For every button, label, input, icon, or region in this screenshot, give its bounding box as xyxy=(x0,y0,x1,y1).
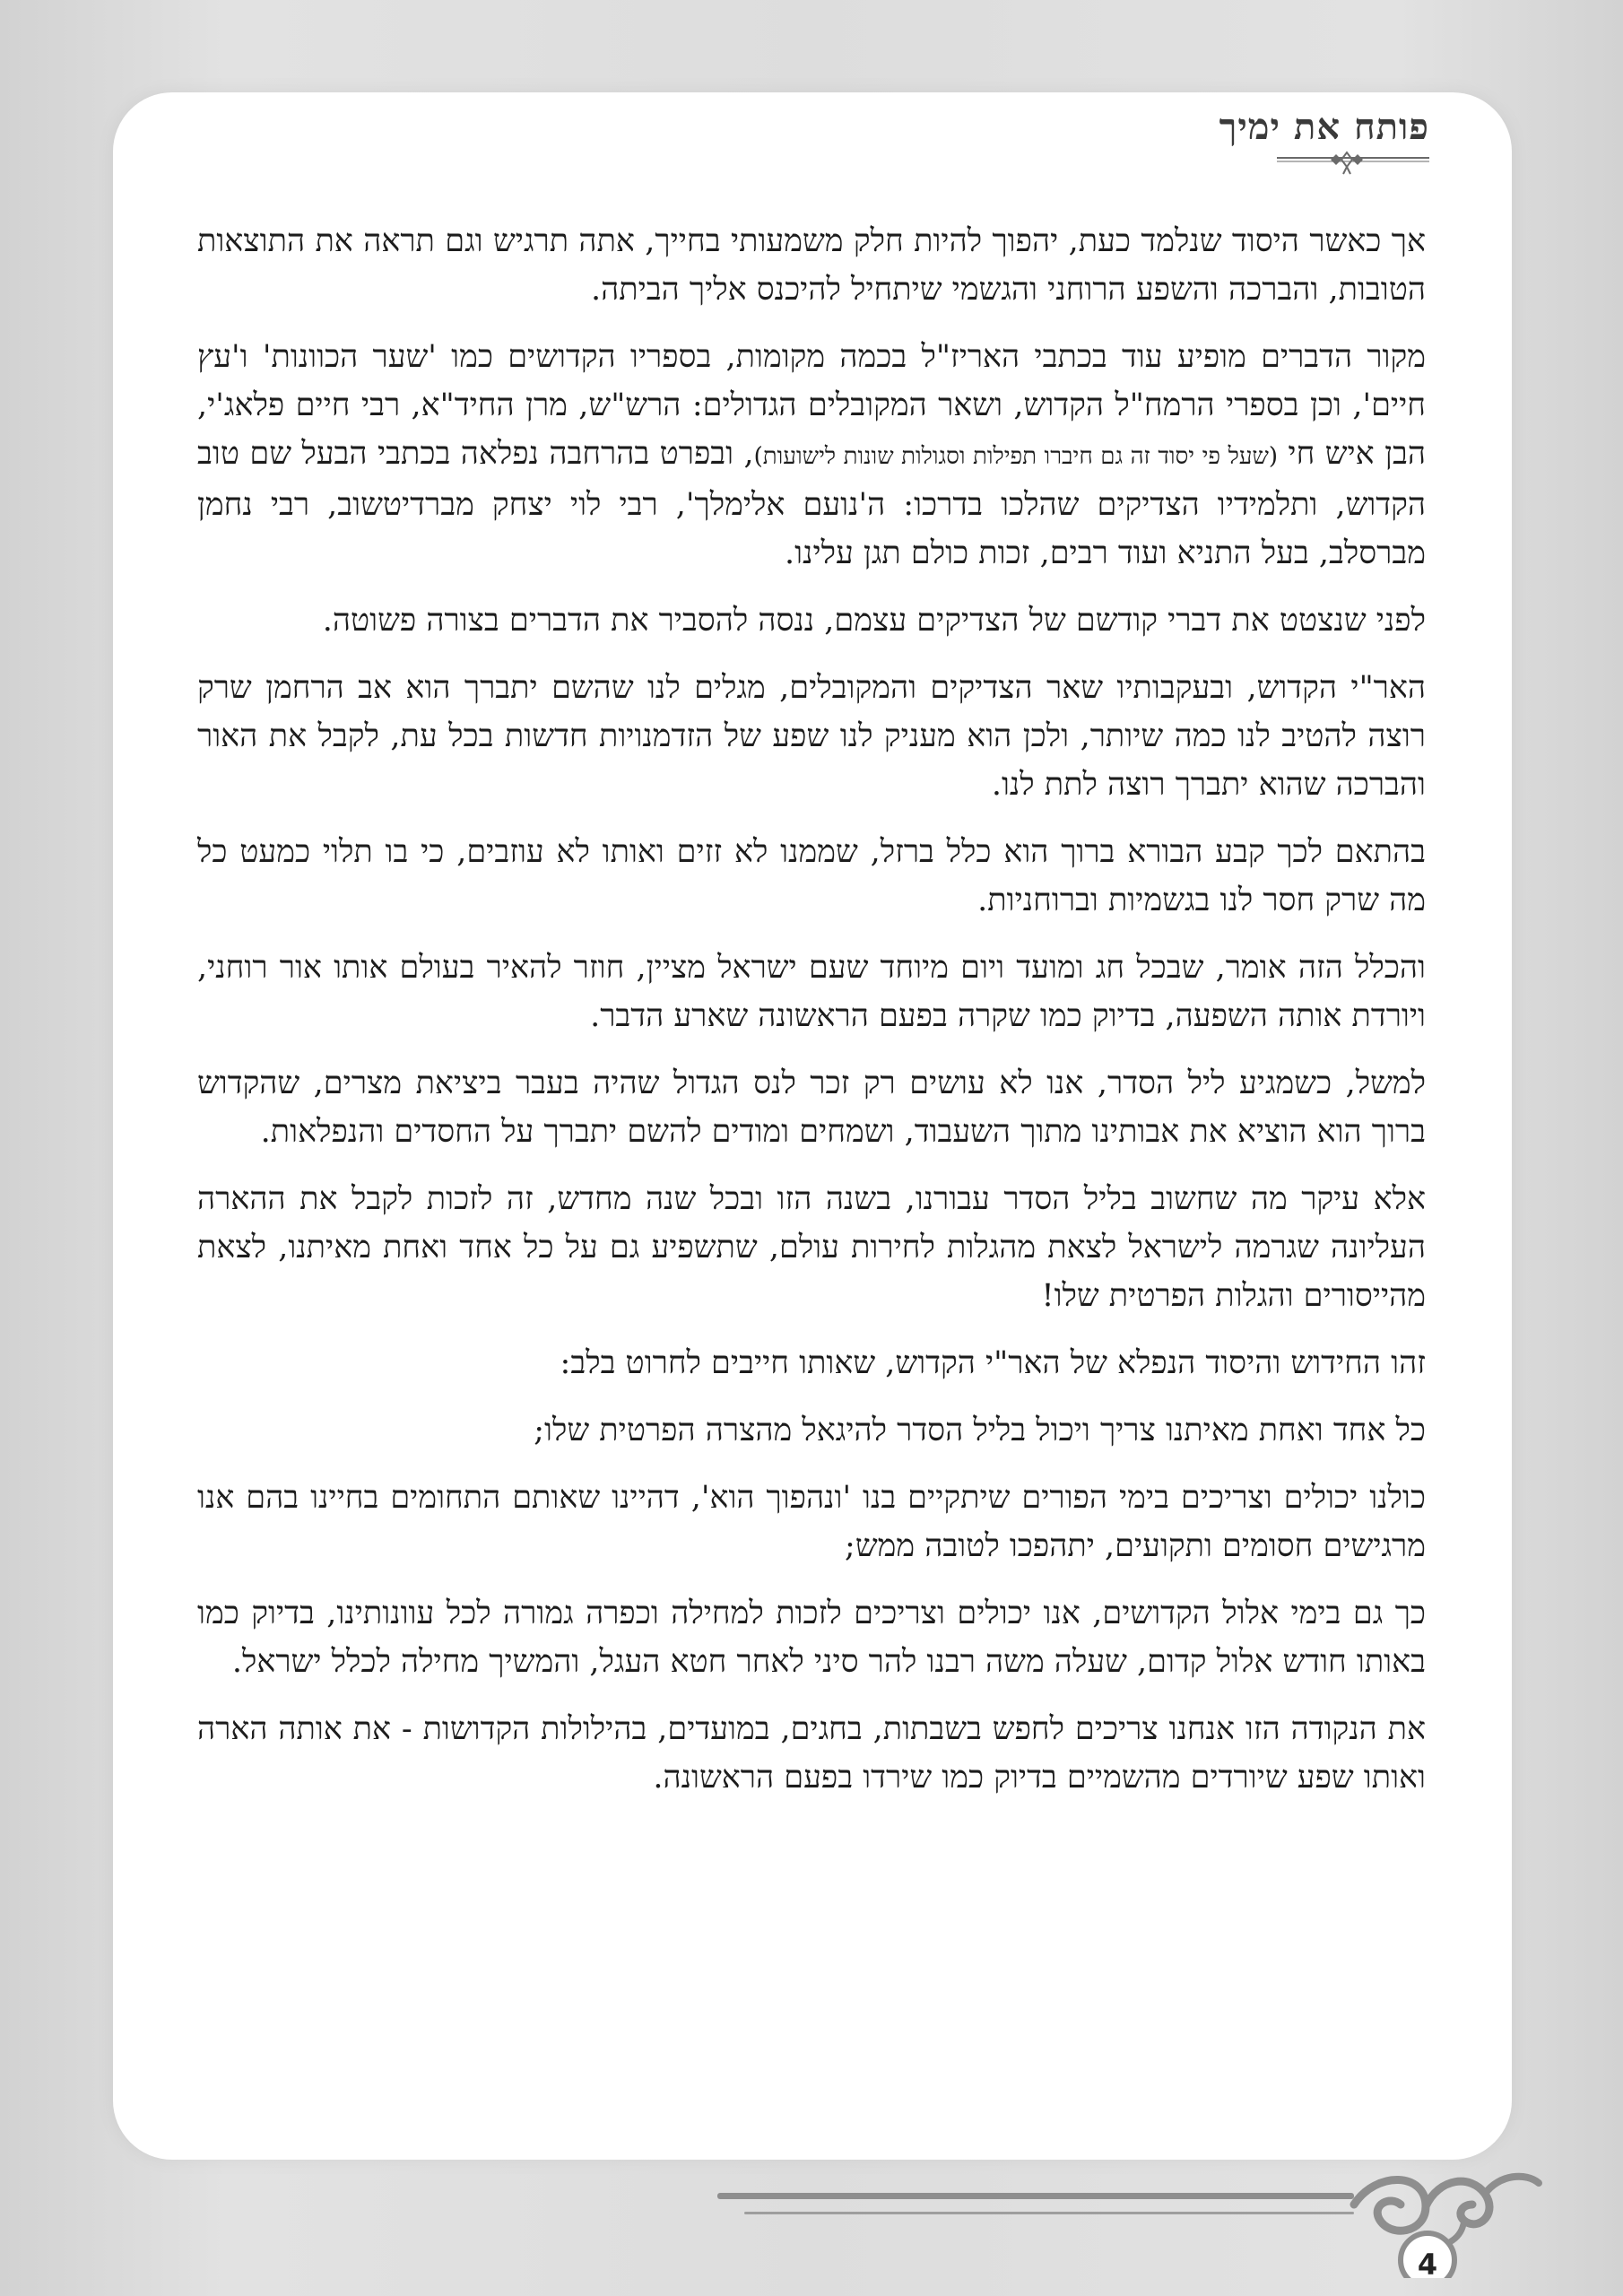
header-underline-ornament xyxy=(1277,151,1429,178)
page-number: 4 xyxy=(1417,2248,1438,2282)
paragraph-text: מקור הדברים מופיע עוד בכתבי האריז"ל בכמה מקומות, בספריו הקדושים כמו 'שער הכוונות' ו'עץ חיים', וכן בספרי הרמח"ל הקדוש, ושאר המקובלים הגדולים: הרש"ש, מרן החיד"א, רבי חיים פלאג'י, הבן איש חי xyxy=(197,339,1426,472)
paragraph-text: , ובפרט בהרחבה נפלאה בכתבי הבעל שם טוב הקדוש, ותלמידיו הצדיקים שהלכו בדרכו: ה'נועם אלימלך', רבי לוי יצחק מברדיטשוב, רבי נחמן מברסלב, בעל התניא ועוד רבים, זכות כולם תגן עלינו. xyxy=(197,436,1426,571)
paragraph: אלא עיקר מה שחשוב בליל הסדר עבורנו, בשנה הזו ובכל שנה מחדש, זה לזכות לקבל את ההארה העליונה שגרמה לישראל לצאת מהגלות לחירות עולם, שתשפיע גם על כל אחד ואחת מאיתנו, לצאת מהייסורים והגלות הפרטית שלו! xyxy=(197,1181,1426,1314)
parenthetical-note: (שעל פי יסוד זה גם חיברו תפילות וסגולות שונות לישועות) xyxy=(753,443,1279,470)
paragraph: בהתאם לכך קבע הבורא ברוך הוא כלל ברזל, שממנו לא זזים ואותו לא עוזבים, כי בו תלוי כמעט כל מה שרק חסר לנו בגשמיות וברוחניות. xyxy=(197,834,1426,918)
paragraph: למשל, כשמגיע ליל הסדר, אנו לא עושים רק זכר לנס הגדול שהיה בעבר ביציאת מצרים, שהקדוש ברוך הוא הוציא את אבותינו מתוך השעבוד, ושמחים ומודים להשם יתברך על החסדים והנפלאות. xyxy=(197,1065,1426,1150)
paragraph: כולנו יכולים וצריכים בימי הפורים שיתקיים בנו 'ונהפוך הוא', דהיינו שאותם התחומים בחיינו בהם אנו מרגישים חסומים ותקועים, יתהפכו לטובה ממש; xyxy=(197,1480,1426,1564)
paragraph: לפני שנצטט את דברי קודשם של הצדיקים עצמם, ננסה להסביר את הדברים בצורה פשוטה. xyxy=(322,603,1426,639)
paragraph: האר"י הקדוש, ובעקבותיו שאר הצדיקים והמקובלים, מגלים לנו שהשם יתברך הוא אב הרחמן שרק רוצה להטיב לנו כמה שיותר, ולכן הוא מעניק לנו שפע של הזדמנויות חדשות בכל עת, לקבל את האור והברכה שהוא יתברך רוצה לתת לנו. xyxy=(197,670,1426,803)
article-body xyxy=(197,217,1426,2109)
paragraph: אך כאשר היסוד שנלמד כעת, יהפוך להיות חלק משמעותי בחייך, אתה תרגיש וגם תראה את התוצאות הטובות, והברכה והשפע הרוחני והגשמי שיתחיל להיכנס אליך הביתה. xyxy=(197,223,1426,308)
paragraph: כך גם בימי אלול הקדושים, אנו יכולים וצריכים לזכות למחילה וכפרה גמורה לכל עוונותינו, בדיוק כמו באותו חודש אלול קדום, שעלה משה רבנו להר סיני לאחר חטא העגל, והמשיך מחילה לכלל ישראל. xyxy=(197,1596,1426,1680)
running-header-title: פותח את ימיך xyxy=(1219,106,1429,148)
paragraph: את הנקודה הזו אנחנו צריכים לחפש בשבתות, בחגים, במועדים, בהילולות הקדושות - את אותה הארה ואותו שפע שיורדים מהשמיים בדיוק כמו שירדו בפעם הראשונה. xyxy=(197,1711,1426,1796)
paragraph: זהו החידוש והיסוד הנפלא של האר"י הקדוש, שאותו חייבים לחרוט בלב: xyxy=(560,1345,1426,1381)
paragraph xyxy=(197,333,1426,578)
paragraph: כל אחד ואחת מאיתנו צריך ויכול בליל הסדר להיגאל מהצרה הפרטית שלו; xyxy=(534,1413,1426,1448)
paragraph: והכלל הזה אומר, שבכל חג ומועד ויום מיוחד שעם ישראל מציין, חוזר להאיר בעולם אותו אור רוחני, ויורדת אותה השפעה, בדיוק כמו שקרה בפעם הראשונה שארע הדבר. xyxy=(197,950,1426,1034)
